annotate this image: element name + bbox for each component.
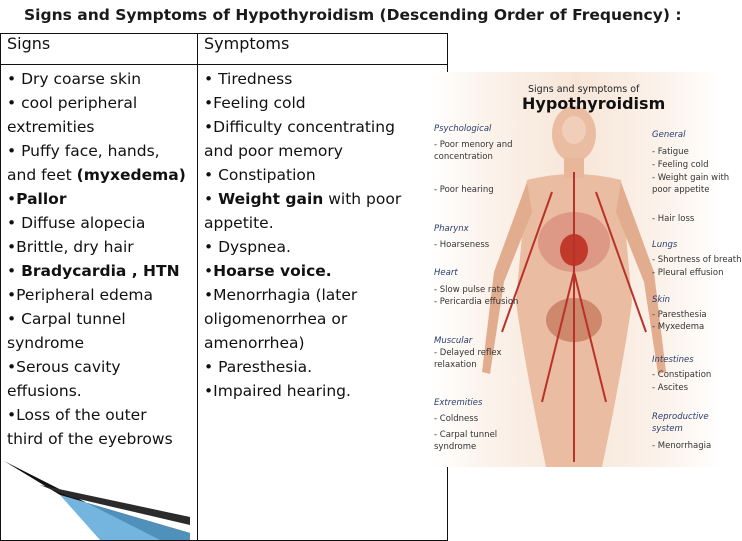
figure-right-label: - Fatigue <box>652 147 689 157</box>
sign-line <box>7 115 94 139</box>
sign-text: • Carpal tunnel <box>7 310 126 328</box>
symptom-line <box>204 283 357 307</box>
symptom-text: •Impaired hearing. <box>204 382 351 400</box>
sign-line <box>7 355 121 379</box>
figure-left-label: Muscular <box>434 336 473 346</box>
symptom-text: • Tiredness <box>204 70 293 88</box>
sign-text: • Puffy face, hands, <box>7 142 160 160</box>
figure-left-label: relaxation <box>434 360 477 370</box>
figure-left-label: - Carpal tunnel <box>434 430 498 440</box>
sign-text: •Loss of the outer <box>7 406 147 424</box>
sign-line <box>7 331 84 355</box>
figure-right-label: General <box>652 130 686 140</box>
figure-right-label: - Shortness of breath <box>652 255 742 265</box>
symptoms-cell <box>198 65 448 541</box>
sign-line <box>7 67 141 91</box>
figure-right-label: - Weight gain with <box>652 173 730 183</box>
sign-text: • <box>7 190 17 208</box>
sign-line <box>7 211 145 235</box>
symptom-line <box>204 67 292 91</box>
figure-right-label: poor appetite <box>652 185 710 195</box>
sign-text: •Brittle, dry hair <box>7 238 134 256</box>
figure-left-label: - Coldness <box>434 414 479 424</box>
sign-line <box>7 235 134 259</box>
symptom-line <box>204 235 291 259</box>
figure-left-label: - Poor menory and <box>434 140 513 150</box>
sign-line <box>7 187 66 211</box>
figure-left-label: - Delayed reflex <box>434 348 502 358</box>
figure-left-label: syndrome <box>434 442 477 452</box>
figure-right-label: Lungs <box>652 240 678 250</box>
figure-right-label: - Constipation <box>652 370 712 380</box>
sign-text: and feet <box>7 166 77 184</box>
sign-line <box>7 403 147 427</box>
symptom-text: • Constipation <box>204 166 316 184</box>
header-signs: Signs <box>1 34 198 65</box>
sign-line <box>7 379 82 403</box>
figure-left-label: Extremities <box>434 398 483 408</box>
symptom-line <box>204 379 351 403</box>
figure-right-label: Reproductive <box>652 412 709 422</box>
symptom-line <box>204 331 305 355</box>
sign-text: • cool peripheral <box>7 94 138 112</box>
figure-right-label: - Paresthesia <box>652 310 707 320</box>
header-symptoms: Symptoms <box>198 34 448 65</box>
sign-text: third of the eyebrows <box>7 430 173 448</box>
figure-left-label: Pharynx <box>434 224 469 234</box>
sign-text: Bradycardia , HTN <box>21 262 180 280</box>
symptom-text: • <box>204 190 219 208</box>
symptom-text: • Paresthesia. <box>204 358 313 376</box>
figure-left-label: - Poor hearing <box>434 185 494 195</box>
symptom-text: amenorrhea) <box>204 334 305 352</box>
sign-line <box>7 163 186 187</box>
symptom-text: •Feeling cold <box>204 94 306 112</box>
illustration-title: Hypothyroidism <box>522 94 666 113</box>
sign-text: • <box>7 262 22 280</box>
sign-line <box>7 139 160 163</box>
symptom-text: and poor memory <box>204 142 343 160</box>
sign-text: (myxedema) <box>76 166 186 184</box>
sign-line <box>7 259 180 283</box>
figure-left-label: Psychological <box>434 124 492 134</box>
symptom-line <box>204 211 274 235</box>
sign-text: Pallor <box>16 190 67 208</box>
illustration-subtitle: Signs and symptoms of <box>528 84 640 95</box>
symptom-text: • Dyspnea. <box>204 238 291 256</box>
figure-right-label: Skin <box>652 295 671 305</box>
figure-left-label: Heart <box>434 268 458 278</box>
symptom-line <box>204 139 343 163</box>
sign-text: •Serous cavity <box>7 358 121 376</box>
figure-right-label: - Myxedema <box>652 322 705 332</box>
hypothyroidism-illustration <box>432 72 742 467</box>
sign-text: • Diffuse alopecia <box>7 214 146 232</box>
figure-left-label: - Pericardia effusion <box>434 297 519 307</box>
figure-right-label: system <box>652 424 683 434</box>
symptom-text: • <box>204 262 214 280</box>
sign-text: •Peripheral edema <box>7 286 153 304</box>
figure-right-label: Intestines <box>652 355 694 365</box>
figure-left-label: - Slow pulse rate <box>434 285 506 295</box>
sign-line <box>7 283 153 307</box>
sign-text: • Dry coarse skin <box>7 70 142 88</box>
sign-text: effusions. <box>7 382 82 400</box>
sign-text: syndrome <box>7 334 85 352</box>
symptom-text: •Menorrhagia (later <box>204 286 358 304</box>
sign-line <box>7 307 126 331</box>
symptom-line <box>204 355 312 379</box>
symptom-line <box>204 187 401 211</box>
symptom-text: Hoarse voice. <box>213 262 332 280</box>
symptom-line <box>204 115 395 139</box>
figure-right-label: - Ascites <box>652 383 689 393</box>
decorative-swoosh <box>0 455 190 540</box>
sign-line <box>7 427 173 451</box>
slide-title: Signs and Symptoms of Hypothyroidism (Descending Order of Frequency) : <box>24 6 682 24</box>
symptom-text: oligomenorrhea or <box>204 310 348 328</box>
symptom-line <box>204 259 332 283</box>
symptom-text: •Difficulty concentrating <box>204 118 395 136</box>
figure-left-label: concentration <box>434 152 493 162</box>
symptom-text: appetite. <box>204 214 274 232</box>
figure-left-label: - Hoarseness <box>434 240 490 250</box>
sign-line <box>7 91 137 115</box>
symptom-line <box>204 163 316 187</box>
symptom-text: with poor <box>323 190 402 208</box>
symptom-line <box>204 307 347 331</box>
figure-right-label: - Pleural effusion <box>652 268 724 278</box>
sign-text: extremities <box>7 118 95 136</box>
figure-right-label: - Hair loss <box>652 214 695 224</box>
symptom-text: Weight gain <box>218 190 324 208</box>
symptom-line <box>204 91 306 115</box>
figure-right-label: - Menorrhagia <box>652 441 712 451</box>
figure-right-label: - Feeling cold <box>652 160 709 170</box>
